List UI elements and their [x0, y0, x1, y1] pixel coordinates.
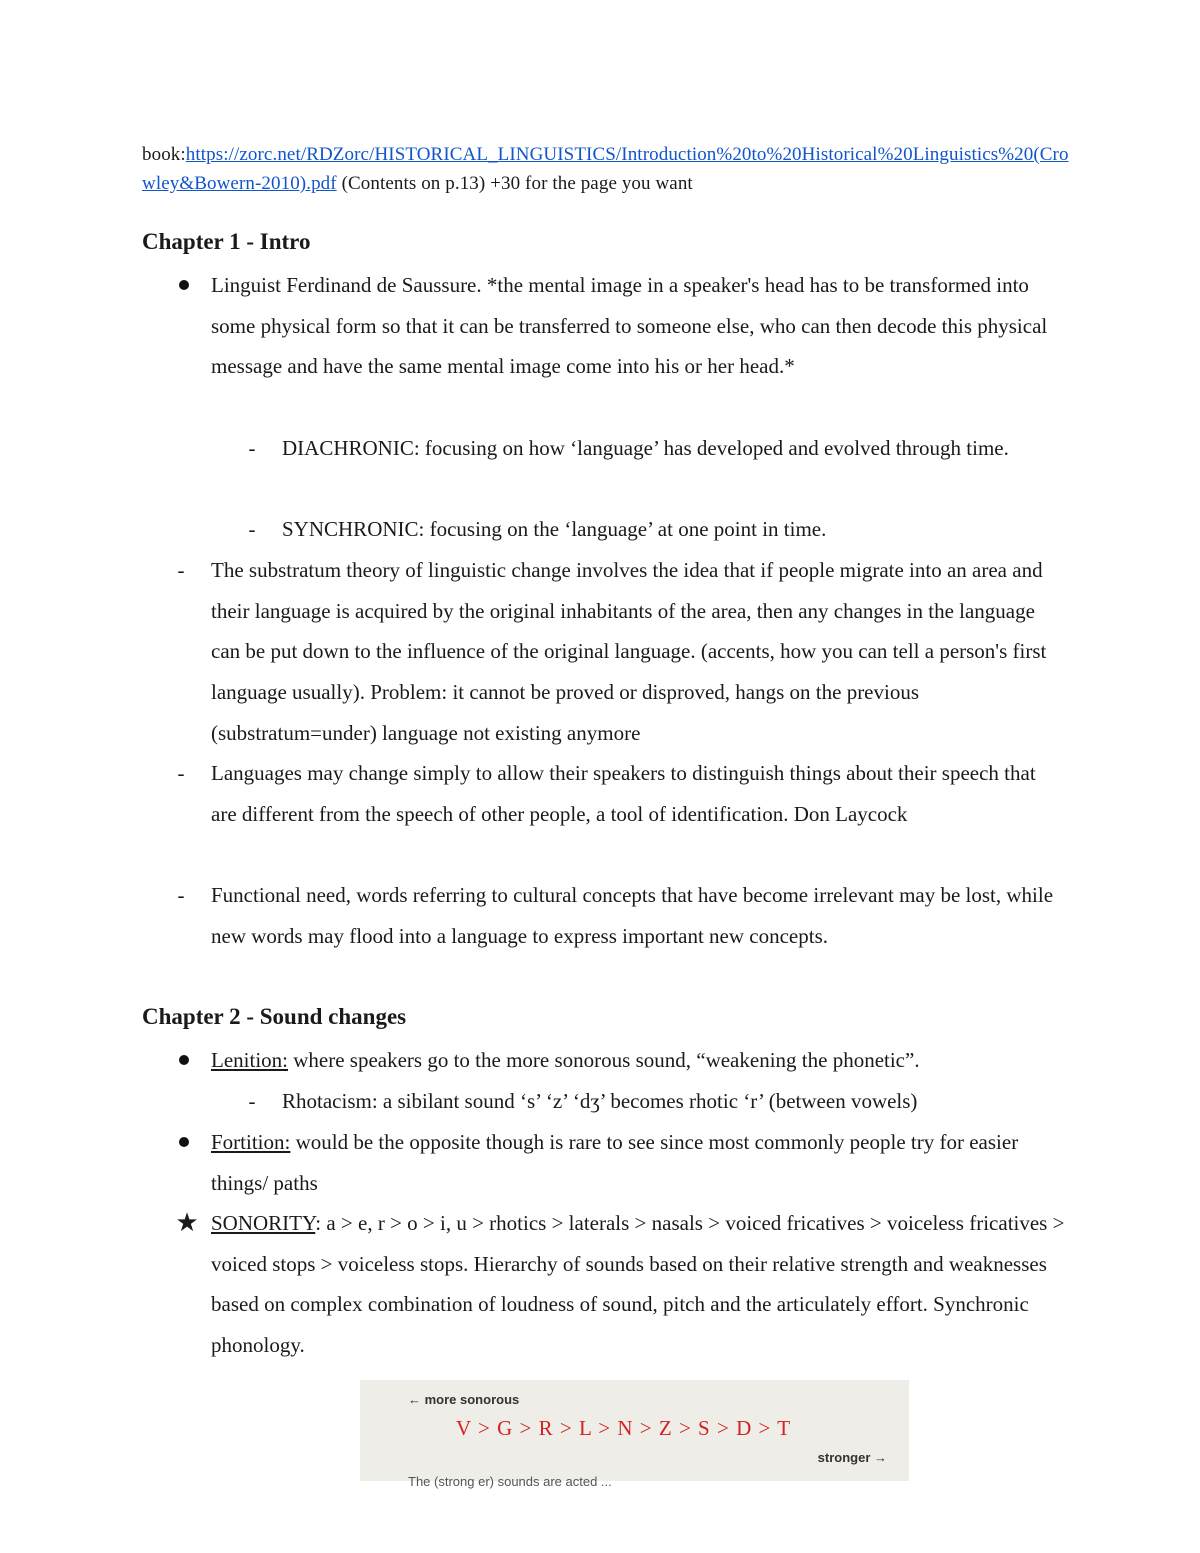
dash-marker: - [248, 436, 256, 460]
lenition-item [211, 1040, 1061, 1081]
dash-marker: - [177, 883, 185, 907]
source-note: (Contents on p.13) +30 for the page you want [341, 173, 693, 194]
functional-item: Functional need, words referring to cultural concepts that have become irrelevant may be lost, while new words may flood into a language to express important new concepts. [211, 883, 1054, 948]
source-prefix: book: [142, 144, 186, 165]
chapter-2-heading: Chapter 2 - Sound changes [142, 1004, 407, 1029]
sonority-scale-figure [360, 1380, 909, 1489]
lenition-term: Lenition: [211, 1048, 288, 1072]
sonority-item [211, 1203, 1071, 1366]
bullet-dot-icon [179, 280, 189, 290]
figure-caption: The (strong er) sounds are acted ... [408, 1474, 612, 1489]
lenition-text: where speakers go to the more sonorous sound, “weakening the phonetic”. [288, 1048, 920, 1072]
synchronic-item: SYNCHRONIC: focusing on the ‘language’ at one point in time. [282, 517, 827, 541]
dash-marker: - [177, 761, 185, 785]
source-link[interactable]: https://zorc.net/RDZorc/HISTORICAL_LINGUISTICS/Introduction%20to%20Historical%20Linguistics%20(Crowley&Bowern-2010).pdf [142, 144, 1069, 194]
figure-top-label: ← more sonorous [408, 1392, 520, 1407]
figure-scale: V > G > R > L > N > Z > S > D > T [456, 1416, 792, 1440]
chapter-1-heading: Chapter 1 - Intro [142, 229, 311, 254]
identification-item: Languages may change simply to allow their speakers to distinguish things about their speech that are different from the speech of other people, a tool of identification. Don Laycock [211, 761, 1036, 826]
figure-bottom-label: stronger → [817, 1450, 887, 1465]
source-line [142, 140, 1072, 198]
dash-marker: - [177, 558, 185, 582]
rhotacism-item: Rhotacism: a sibilant sound ‘s’ ‘z’ ‘dʒ’ becomes rhotic ‘r’ (between vowels) [282, 1089, 918, 1113]
sonority-text: : a > e, r > o > i, u > rhotics > laterals > nasals > voiced fricatives > voiceless fricatives > voiced stops > voiceless stops. Hierarchy of sounds based on their relative strength and weaknesses based on complex combination of loudness of sound, pitch and the articulately effort. Synchronic phonology. [211, 1211, 1065, 1358]
dash-marker: - [248, 1089, 256, 1113]
fortition-item [211, 1122, 1063, 1203]
star-icon: ★ [175, 1208, 199, 1237]
saussure-item: Linguist Ferdinand de Saussure. *the mental image in a speaker's head has to be transformed into some physical form so that it can be transferred to someone else, who can then decode this physical message and have the same mental image come into his or her head.* [211, 273, 1048, 379]
fortition-text: would be the opposite though is rare to see since most commonly people try for easier things/ paths [211, 1130, 1019, 1195]
bullet-dot-icon [179, 1137, 189, 1147]
dash-marker: - [248, 517, 256, 541]
sonority-term: SONORITY [211, 1211, 316, 1235]
fortition-term: Fortition: [211, 1130, 291, 1154]
substratum-item: The substratum theory of linguistic change involves the idea that if people migrate into an area and their language is acquired by the original inhabitants of the area, then any changes in the language can be put down to the influence of the original language. (accents, how you can tell a person's first language usually). Problem: it cannot be proved or disproved, hangs on the previous (substratum=under) language not existing anymore [211, 558, 1047, 745]
diachronic-item: DIACHRONIC: focusing on how ‘language’ has developed and evolved through time. [282, 436, 1009, 460]
bullet-dot-icon [179, 1055, 189, 1065]
